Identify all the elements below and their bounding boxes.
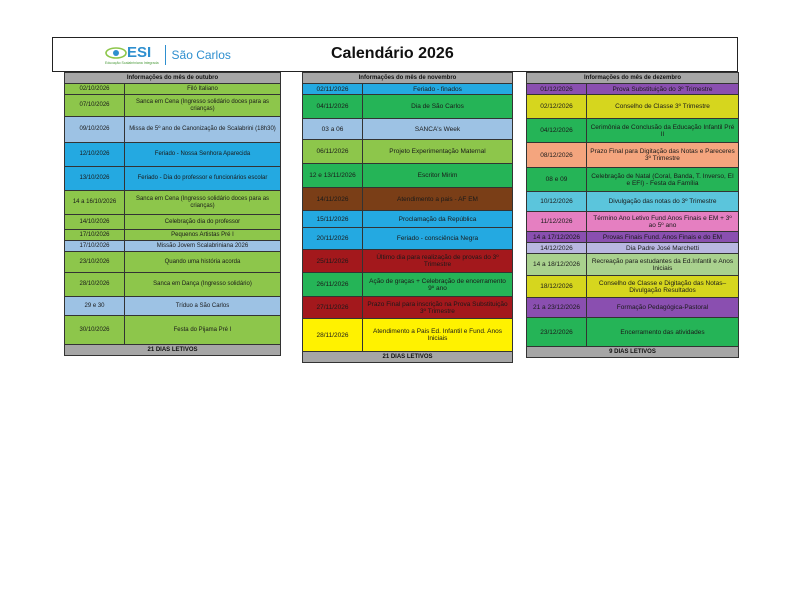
november-panel <box>302 72 513 363</box>
month-header: Informações do mês de outubro <box>65 73 280 84</box>
month-header: Informações do mês de dezembro <box>527 73 738 84</box>
calendar-row <box>303 188 512 211</box>
month-footer: 21 DIAS LETIVOS <box>65 344 280 355</box>
event-date: 12/10/2026 <box>65 143 125 166</box>
event-date: 09/10/2026 <box>65 117 125 142</box>
event-date: 14 a 17/12/2026 <box>527 232 587 242</box>
calendar-row <box>303 140 512 164</box>
event-description: Celebração de Natal (Coral, Banda, T. Inverso, EI e EFI) - Festa da Família <box>591 172 734 187</box>
calendar-row <box>303 250 512 273</box>
calendar-row <box>527 143 738 168</box>
event-description: Filó Italiano <box>187 85 218 92</box>
event-date: 04/11/2026 <box>303 95 363 118</box>
event-description: Projeto Experimentação Maternal <box>389 148 486 155</box>
calendar-row <box>527 95 738 119</box>
event-date: 02/12/2026 <box>527 95 587 118</box>
page-title: Calendário 2026 <box>331 45 454 62</box>
event-date: 04/12/2026 <box>527 119 587 142</box>
logo-divider <box>165 45 166 65</box>
event-description: Conselho de Classe 3º Trimestre <box>615 103 710 110</box>
calendar-row <box>527 212 738 232</box>
event-date: 14/10/2026 <box>65 215 125 229</box>
event-date: 12 e 13/11/2026 <box>303 164 363 187</box>
calendar-row <box>527 168 738 192</box>
december-rows <box>527 84 738 346</box>
event-description: Prazo Final para Digitação das Notas e Pareceres 3º Trimestre <box>590 148 735 162</box>
event-description: Escritor Mirim <box>417 172 458 179</box>
calendar-row <box>303 228 512 250</box>
event-description: Atendimento a pais - AF EM <box>397 195 478 203</box>
month-header: Informações do mês de novembro <box>303 73 512 84</box>
event-date: 14 a 18/12/2026 <box>527 254 587 275</box>
calendar-row <box>527 276 738 298</box>
event-description: Proclamação da República <box>398 215 477 223</box>
event-date: 14/11/2026 <box>303 188 363 210</box>
month-footer: 9 DIAS LETIVOS <box>527 346 738 357</box>
december-panel <box>526 72 739 358</box>
event-description: Festa do Pijama Pré I <box>173 326 232 333</box>
event-description: SANCA's Week <box>414 125 461 133</box>
event-date: 11/12/2026 <box>527 212 587 231</box>
calendar-row <box>65 273 280 297</box>
event-date: 13/10/2026 <box>65 167 125 190</box>
calendar-row <box>65 230 280 241</box>
event-date: 02/11/2026 <box>303 84 363 94</box>
event-description: Feriado - Nossa Senhora Aparecida <box>154 151 251 157</box>
calendar-row <box>303 119 512 140</box>
calendar-row <box>65 316 280 344</box>
event-date: 23/10/2026 <box>65 252 125 272</box>
event-description: Sanca em Dança (Ingresso solidário) <box>153 281 252 287</box>
event-date: 29 e 30 <box>65 297 125 315</box>
event-description: Dia de São Carlos <box>411 103 464 110</box>
event-description: Encerramento das atividades <box>620 328 705 336</box>
event-date: 06/11/2026 <box>303 140 363 163</box>
event-description: Prazo Final para inscrição na Prova Substituição 3º Trimestre <box>367 300 508 315</box>
event-date: 20/11/2026 <box>303 228 363 249</box>
event-description: Atendimento a Pais Ed. Infantil e Fund. Anos Iniciais <box>373 328 502 342</box>
calendar-row <box>303 164 512 188</box>
calendar-row <box>65 84 280 95</box>
event-date: 14/12/2026 <box>527 243 587 253</box>
event-description: Divulgação das notas do 3º Trimestre <box>608 198 717 205</box>
event-description: Ação de graças + Celebração de encerramento 9º ano <box>369 277 506 292</box>
calendar-row <box>65 167 280 191</box>
event-date: 21 a 23/12/2026 <box>527 298 587 317</box>
calendar-row <box>527 84 738 95</box>
event-date: 23/12/2026 <box>527 318 587 346</box>
event-date: 25/11/2026 <box>303 250 363 272</box>
logo-eye-icon <box>105 47 127 59</box>
event-description: Prova Substituição do 3º Trimestre <box>612 85 713 93</box>
event-date: 01/12/2026 <box>527 84 587 94</box>
calendar-row <box>65 215 280 230</box>
calendar-row <box>527 318 738 346</box>
calendar-row <box>65 297 280 316</box>
event-description: Último dia para realização de provas do 3º Trimestre <box>376 254 499 268</box>
month-footer: 21 DIAS LETIVOS <box>303 351 512 362</box>
calendar-row <box>65 95 280 117</box>
event-date: 28/11/2026 <box>303 319 363 351</box>
calendar-row <box>65 252 280 273</box>
event-description: Término Ano Letivo Fund Anos Finais e EM + 3º ao 5º ano <box>593 214 732 229</box>
october-panel <box>64 72 281 356</box>
event-description: Feriado - Dia do professor e funcionários escolar <box>137 175 268 181</box>
event-description: Recreação para estudantes da Ed.Infantil e Anos Iniciais <box>591 257 734 272</box>
event-date: 08/12/2026 <box>527 143 587 167</box>
november-rows <box>303 84 512 351</box>
calendar-row <box>527 298 738 318</box>
event-description: Cerimônia de Conclusão da Educação Infantil Pré II <box>590 123 735 138</box>
event-date: 17/10/2026 <box>65 230 125 240</box>
event-description: Quando uma história acorda <box>164 258 241 265</box>
calendar-row <box>527 119 738 143</box>
event-description: Tríduo a São Carlos <box>175 302 230 309</box>
calendar-row <box>303 84 512 95</box>
calendar-row <box>527 192 738 212</box>
calendar-row <box>65 117 280 143</box>
event-date: 30/10/2026 <box>65 316 125 344</box>
calendar-row <box>303 319 512 351</box>
event-date: 15/11/2026 <box>303 211 363 227</box>
october-rows <box>65 84 280 344</box>
event-description: Pequenos Artistas Pré I <box>171 231 234 238</box>
event-description: Formação Pedagógica-Pastoral <box>616 304 709 311</box>
event-date: 18/12/2026 <box>527 276 587 297</box>
event-description: Sanca em Cena (Ingresso solidário doces para as crianças) <box>135 98 270 112</box>
logo-text: ESI <box>127 44 152 61</box>
calendar-row <box>303 95 512 119</box>
event-date: 28/10/2026 <box>65 273 125 296</box>
event-date: 10/12/2026 <box>527 192 587 211</box>
event-date: 07/10/2026 <box>65 95 125 116</box>
calendar-row <box>303 297 512 319</box>
event-date: 03 a 06 <box>303 119 363 139</box>
event-description: Feriado - finados <box>413 85 462 93</box>
logo-city: São Carlos <box>171 48 231 62</box>
calendar-row <box>303 211 512 228</box>
calendar-header <box>52 37 738 72</box>
event-date: 08 e 09 <box>527 168 587 191</box>
event-date: 02/10/2026 <box>65 84 125 94</box>
calendar-row <box>65 241 280 252</box>
event-date: 27/11/2026 <box>303 297 363 318</box>
event-description: Missão Jovem Scalabriniana 2026 <box>156 242 249 249</box>
calendar-row <box>65 191 280 215</box>
school-logo <box>105 44 231 66</box>
event-description: Celebração dia do professor <box>164 218 241 225</box>
calendar-row <box>527 243 738 254</box>
event-description: Conselho de Classe e Digitação das Notas– Divulgação Resultados <box>598 279 727 294</box>
event-description: Feriado - consciência Negra <box>396 235 479 242</box>
event-date: 17/10/2026 <box>65 241 125 251</box>
event-date: 26/11/2026 <box>303 273 363 296</box>
calendar-row <box>527 232 738 243</box>
event-description: Provas Finais Fund. Anos Finais e do EM <box>602 233 723 241</box>
event-date: 14 a 16/10/2026 <box>65 191 125 214</box>
event-description: Sanca em Cena (Ingresso solidário doces para as crianças) <box>135 195 270 209</box>
calendar-row <box>527 254 738 276</box>
event-description: Dia Padre José Marchetti <box>626 244 699 252</box>
logo-subtext: Educação Scalabriniana Integrada <box>105 61 159 65</box>
event-description: Missa de 5º ano de Canonização de Scalabrini (18h30) <box>129 126 276 132</box>
calendar-row <box>65 143 280 167</box>
calendar-row <box>303 273 512 297</box>
